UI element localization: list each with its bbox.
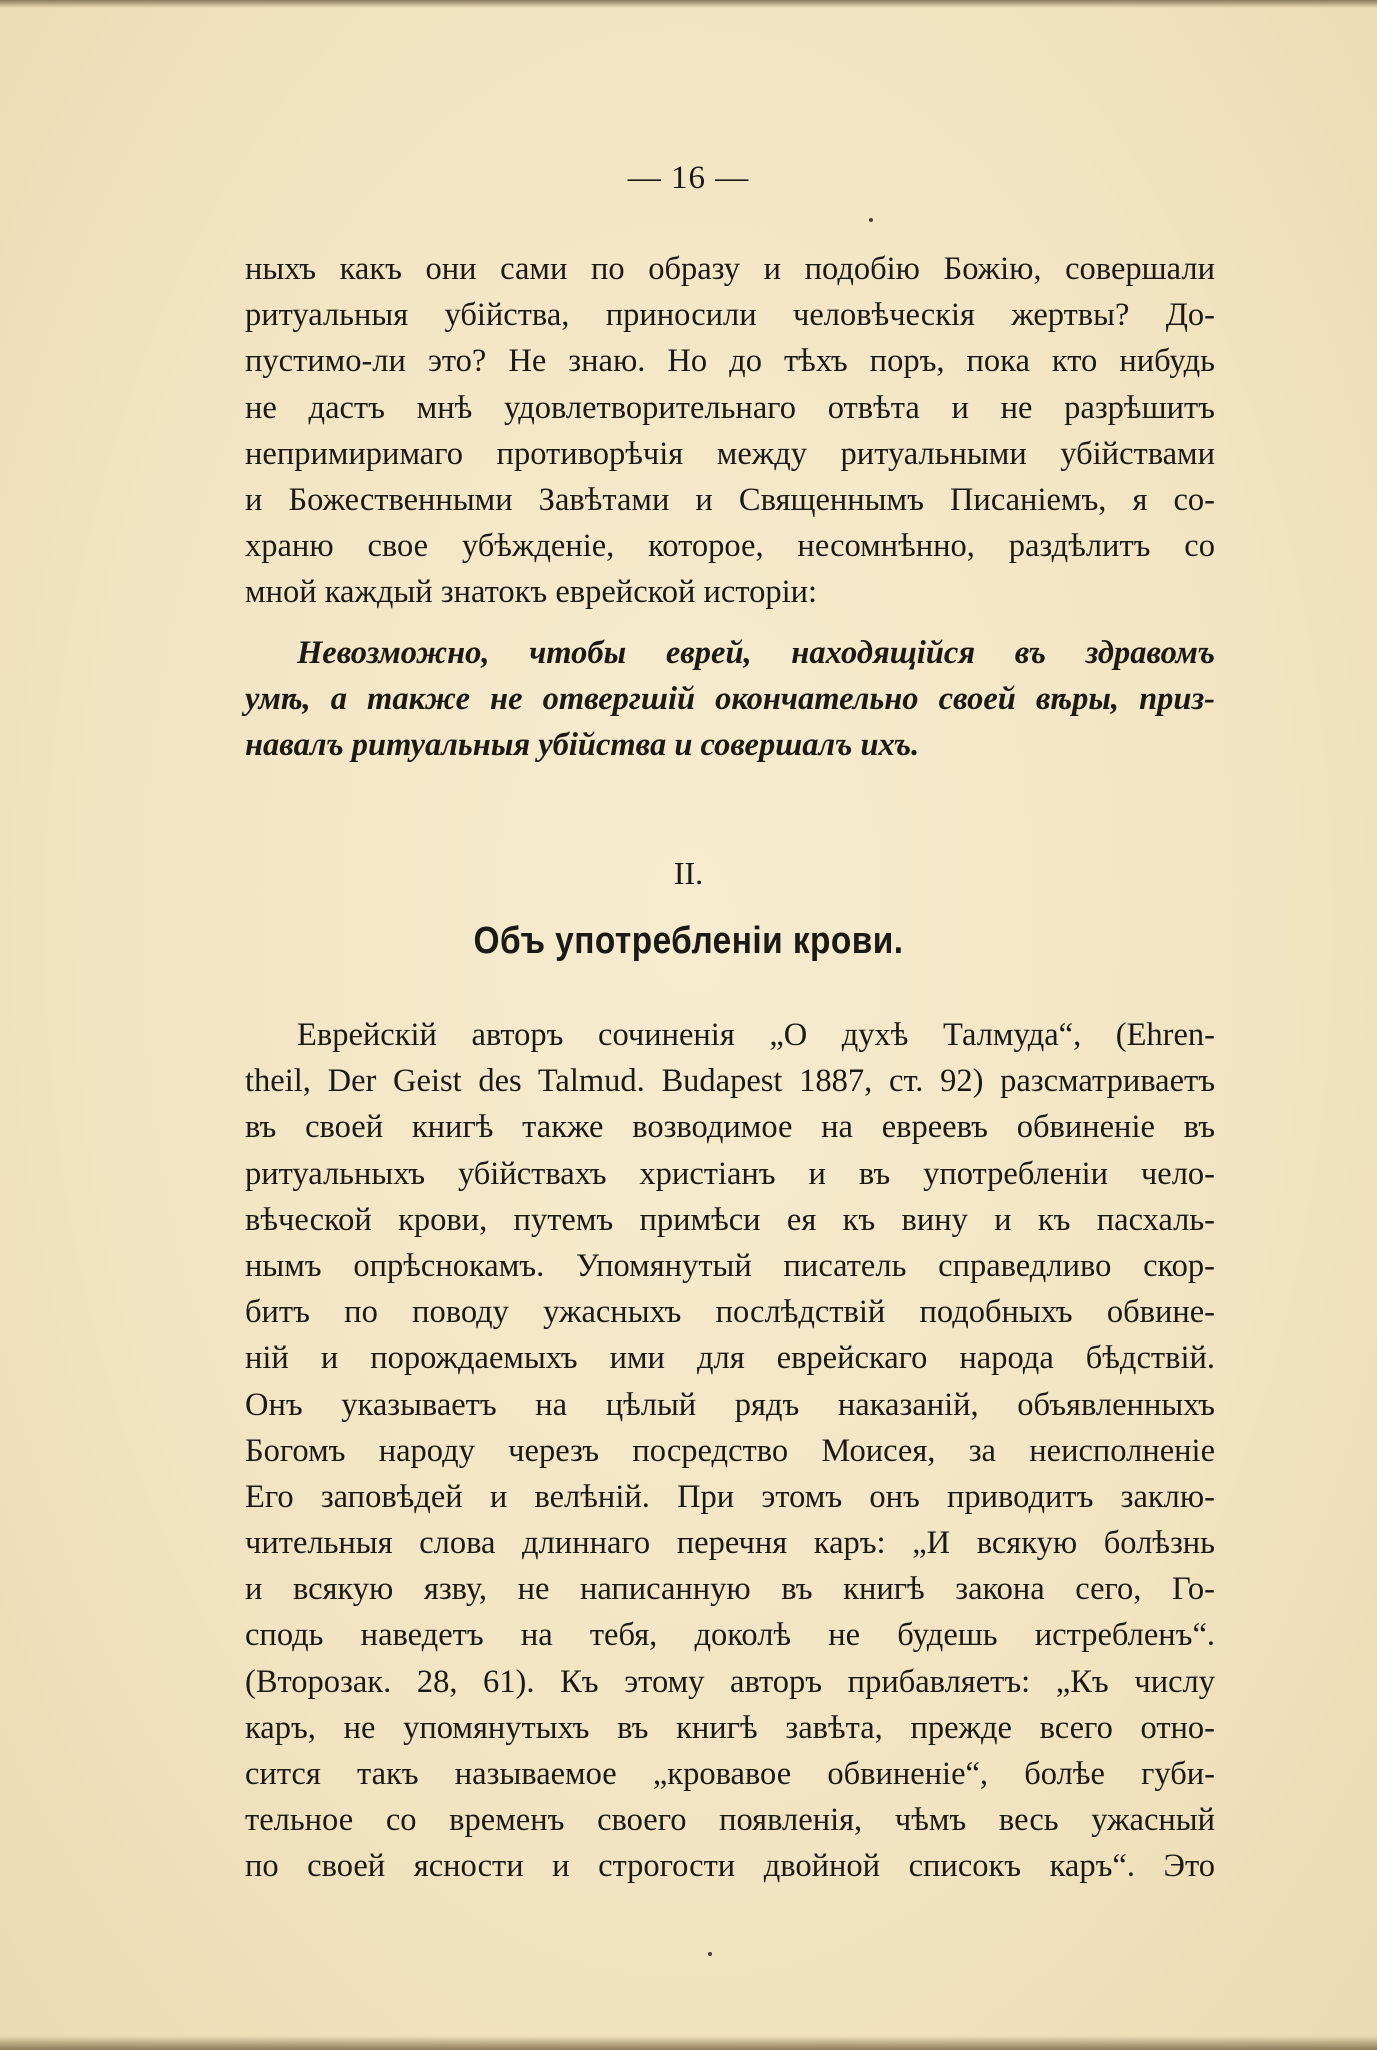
text-line: и Божественными Завѣтами и Священнымъ Писаніемъ, я со-	[245, 481, 1215, 518]
text-line: чительныя слова длиннаго перечня каръ: „И всякую болѣзнь	[245, 1525, 1215, 1562]
text-line: сподь наведетъ на тебя, доколѣ не будешь истребленъ“.	[245, 1617, 1215, 1654]
page-top-edge	[0, 0, 1377, 8]
text-line: ритуальныя убійства, приносили человѣческія жертвы? До-	[245, 297, 1215, 334]
text-line: каръ, не упомянутыхъ въ книгѣ завѣта, прежде всего отно-	[245, 1709, 1215, 1746]
paper-speck	[708, 1952, 712, 1956]
page-number: — 16 —	[627, 160, 750, 196]
paragraph-continued	[245, 246, 1215, 616]
section-title: Объ употребленіи крови.	[473, 920, 904, 962]
italic-conclusion	[245, 630, 1215, 769]
text-line: битъ по поводу ужасныхъ послѣдствій подобныхъ обвине-	[245, 1294, 1215, 1331]
text-line: по своей ясности и строгости двойной списокъ каръ“. Это	[245, 1848, 1215, 1885]
text-line: мной каждый знатокъ еврейской исторіи:	[245, 574, 818, 611]
text-line: тельное со временъ своего появленія, чѣмъ весь ужасный	[245, 1802, 1215, 1839]
text-line: не дастъ мнѣ удовлетворительнаго отвѣта и не разрѣшитъ	[245, 389, 1215, 426]
text-line: вѣческой крови, путемъ примѣси ея къ вину и къ пасхаль-	[245, 1201, 1215, 1238]
paper-speck	[869, 218, 873, 222]
text-line: theil, Der Geist des Talmud. Budapest 1887, ст. 92) разсматриваетъ	[245, 1063, 1215, 1100]
text-line: храню свое убѣжденіе, которое, несомнѣнно, раздѣлитъ со	[245, 528, 1215, 565]
text-line: сится такъ называемое „кровавое обвиненіе“, болѣе губи-	[245, 1756, 1215, 1792]
text-line: пустимо-ли это? Не знаю. Но до тѣхъ поръ, пока кто нибудь	[245, 343, 1215, 380]
text-line: (Второзак. 28, 61). Къ этому авторъ прибавляетъ: „Къ числу	[245, 1663, 1215, 1700]
text-line: и всякую язву, не написанную въ книгѣ закона сего, Го-	[245, 1571, 1215, 1608]
text-line: Еврейскій авторъ сочиненія „О духѣ Талмуда“, (Ehren-	[297, 1017, 1215, 1053]
text-line: непримиримаго противорѣчія между ритуальными убійствами	[245, 435, 1215, 472]
text-line: Онъ указываетъ на цѣлый рядъ наказаній, объявленныхъ	[245, 1386, 1215, 1423]
page-bottom-edge	[0, 2036, 1377, 2050]
text-line: Богомъ народу черезъ посредство Моисея, за неисполненіе	[245, 1432, 1215, 1469]
text-line: ритуальныхъ убійствахъ христіанъ и въ употребленіи чело-	[245, 1155, 1215, 1192]
text-line: ныхъ какъ они сами по образу и подобію Божію, совершали	[245, 251, 1215, 287]
text-line: нымъ опрѣснокамъ. Упомянутый писатель справедливо скор-	[245, 1247, 1215, 1284]
text-line: умѣ, а также не отвергшій окончательно своей вѣры, приз-	[245, 681, 1215, 718]
text-line: навалъ ритуальныя убійства и совершалъ ихъ.	[245, 727, 920, 764]
text-line: Невозможно, чтобы еврей, находящійся въ здравомъ	[297, 635, 1215, 671]
section-number: II.	[673, 855, 704, 891]
paragraph-main	[245, 1012, 1215, 1890]
text-line: въ своей книгѣ также возводимое на евреевъ обвиненіе въ	[245, 1109, 1215, 1146]
text-line: Его заповѣдей и велѣній. При этомъ онъ приводитъ заклю-	[245, 1478, 1215, 1515]
text-line: ній и порождаемыхъ ими для еврейскаго народа бѣдствій.	[245, 1340, 1215, 1377]
